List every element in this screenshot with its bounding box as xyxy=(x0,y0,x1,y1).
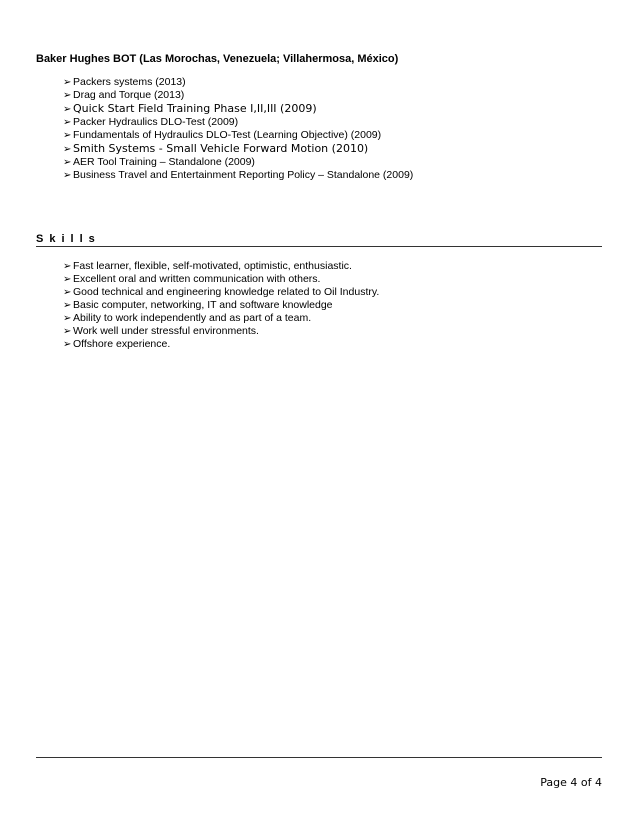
arrowhead-bullet-icon: ➢ xyxy=(63,326,72,337)
list-item-text: Fundamentals of Hydraulics DLO-Test (Learning Objective) (2009) xyxy=(73,129,382,141)
skills-list xyxy=(63,260,379,351)
list-item xyxy=(63,129,413,142)
skills-divider xyxy=(36,246,602,247)
list-item xyxy=(63,325,379,338)
skills-heading: Skills xyxy=(36,233,101,245)
list-item xyxy=(63,338,379,351)
list-item-text: Good technical and engineering knowledge related to Oil Industry. xyxy=(73,286,380,298)
list-item-text: Basic computer, networking, IT and software knowledge xyxy=(73,299,333,311)
list-item-text: Business Travel and Entertainment Reporting Policy – Standalone (2009) xyxy=(73,169,414,181)
arrowhead-bullet-icon: ➢ xyxy=(63,339,72,350)
arrowhead-bullet-icon: ➢ xyxy=(63,287,72,298)
list-item-text: Drag and Torque (2013) xyxy=(73,89,185,101)
list-item-text: Packers systems (2013) xyxy=(73,76,186,88)
list-item-text: Ability to work independently and as part of a team. xyxy=(73,312,312,324)
list-item xyxy=(63,299,379,312)
list-item xyxy=(63,89,413,102)
company-heading: Baker Hughes BOT (Las Morochas, Venezuela; Villahermosa, México) xyxy=(36,53,399,65)
list-item xyxy=(63,169,413,182)
list-item xyxy=(63,273,379,286)
list-item-text: Fast learner, flexible, self-motivated, optimistic, enthusiastic. xyxy=(73,260,352,272)
list-item-text: Offshore experience. xyxy=(73,338,171,350)
footer-divider xyxy=(36,757,602,758)
arrowhead-bullet-icon: ➢ xyxy=(63,130,72,141)
list-item-text: Work well under stressful environments. xyxy=(73,325,259,337)
arrowhead-bullet-icon: ➢ xyxy=(63,104,72,115)
list-item-text: Packer Hydraulics DLO-Test (2009) xyxy=(73,116,239,128)
arrowhead-bullet-icon: ➢ xyxy=(63,117,72,128)
list-item xyxy=(63,260,379,273)
list-item-text: Smith Systems - Small Vehicle Forward Motion (2010) xyxy=(73,142,369,155)
arrowhead-bullet-icon: ➢ xyxy=(63,90,72,101)
list-item xyxy=(63,76,413,89)
list-item-text: AER Tool Training – Standalone (2009) xyxy=(73,156,255,168)
list-item-text: Quick Start Field Training Phase I,II,III (2009) xyxy=(73,102,317,115)
arrowhead-bullet-icon: ➢ xyxy=(63,157,72,168)
list-item xyxy=(63,286,379,299)
list-item-text: Excellent oral and written communication with others. xyxy=(73,273,321,285)
training-list xyxy=(63,76,413,182)
arrowhead-bullet-icon: ➢ xyxy=(63,170,72,181)
list-item xyxy=(63,116,413,129)
list-item xyxy=(63,156,413,169)
list-item xyxy=(63,102,413,116)
list-item xyxy=(63,312,379,325)
arrowhead-bullet-icon: ➢ xyxy=(63,144,72,155)
arrowhead-bullet-icon: ➢ xyxy=(63,261,72,272)
arrowhead-bullet-icon: ➢ xyxy=(63,313,72,324)
page-number: Page 4 of 4 xyxy=(540,776,602,789)
arrowhead-bullet-icon: ➢ xyxy=(63,77,72,88)
arrowhead-bullet-icon: ➢ xyxy=(63,300,72,311)
arrowhead-bullet-icon: ➢ xyxy=(63,274,72,285)
list-item xyxy=(63,142,413,156)
